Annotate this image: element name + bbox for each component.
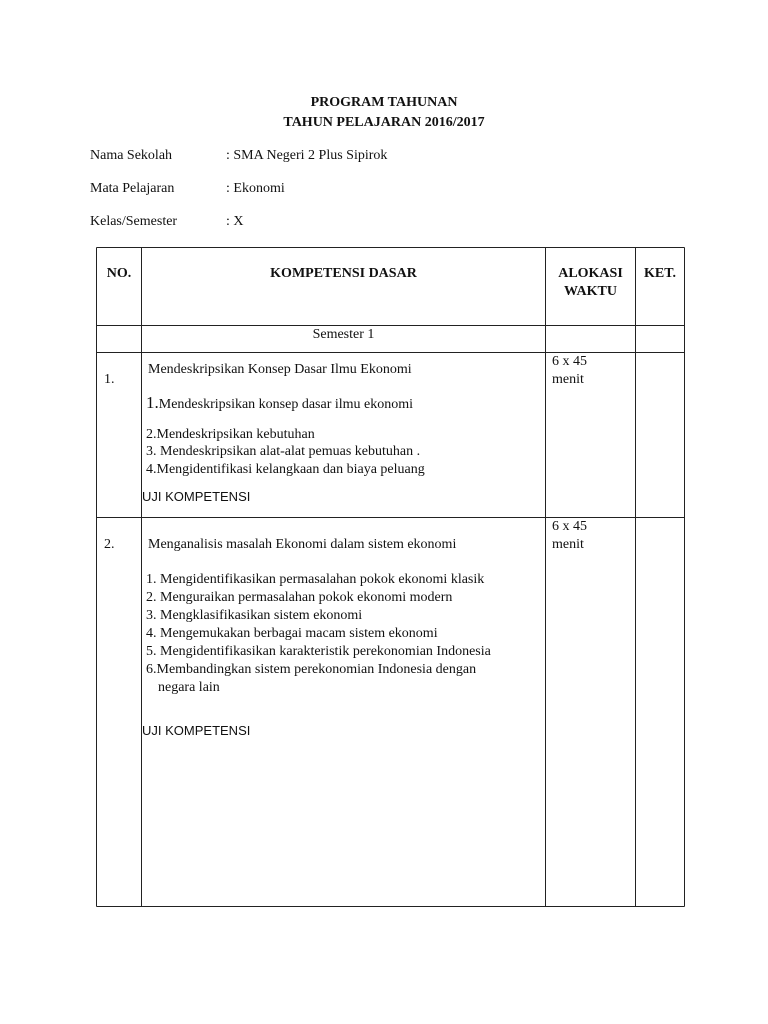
row2-item-6-cont: negara lain [158, 680, 220, 695]
row1-uji-kompetensi: UJI KOMPETENSI [142, 489, 251, 504]
row2-uji-kompetensi: UJI KOMPETENSI [142, 723, 251, 738]
info-value: : X [226, 214, 244, 229]
row2-alokasi-line1: 6 x 45 [552, 519, 587, 534]
semester-label: Semester 1 [312, 327, 375, 342]
row1-item-2: 2.Mendeskripsikan kebutuhan [146, 427, 315, 442]
info-label: Mata Pelajaran [90, 181, 175, 196]
info-label: Nama Sekolah [90, 148, 173, 163]
row1-alokasi-line1: 6 x 45 [552, 354, 587, 369]
row1-alokasi-line2: menit [552, 372, 584, 387]
row2-number: 2. [104, 537, 115, 552]
row1-item-4: 4.Mengidentifikasi kelangkaan dan biaya peluang [146, 462, 425, 477]
row1-item-1 [146, 393, 413, 413]
row1-number: 1. [104, 372, 115, 387]
document-subtitle: TAHUN PELAJARAN 2016/2017 [283, 115, 485, 130]
header-kompetensi-dasar: KOMPETENSI DASAR [270, 266, 417, 281]
row2-item-4: 4. Mengemukakan berbagai macam sistem ekonomi [146, 626, 438, 641]
row2-item-6: 6.Membandingkan sistem perekonomian Indonesia dengan [146, 662, 477, 677]
info-label: Kelas/Semester [90, 214, 178, 229]
row2-heading: Menganalisis masalah Ekonomi dalam sistem ekonomi [148, 537, 457, 552]
header-alokasi-line2: WAKTU [564, 284, 617, 299]
header-alokasi-line1: ALOKASI [558, 266, 623, 281]
document-title: PROGRAM TAHUNAN [310, 95, 458, 110]
row2-item-1: 1. Mengidentifikasikan permasalahan pokok ekonomi klasik [146, 572, 485, 587]
row2-item-5: 5. Mengidentifikasikan karakteristik perekonomian Indonesia [146, 644, 491, 659]
row2-item-2: 2. Menguraikan permasalahan pokok ekonomi modern [146, 590, 453, 605]
row1-item-1-number: 1. [146, 393, 159, 412]
row1-item-3: 3. Mendeskripsikan alat-alat pemuas kebutuhan . [146, 444, 421, 459]
header-ket: KET. [643, 266, 677, 281]
header-no: NO. [106, 266, 132, 281]
info-value: : SMA Negeri 2 Plus Sipirok [226, 148, 388, 163]
row1-item-1-text: Mendeskripsikan konsep dasar ilmu ekonomi [158, 397, 414, 412]
row2-alokasi-line2: menit [552, 537, 584, 552]
row1-heading: Mendeskripsikan Konsep Dasar Ilmu Ekonomi [148, 362, 412, 377]
row2-item-3: 3. Mengklasifikasikan sistem ekonomi [146, 608, 363, 623]
info-value: : Ekonomi [226, 181, 285, 196]
